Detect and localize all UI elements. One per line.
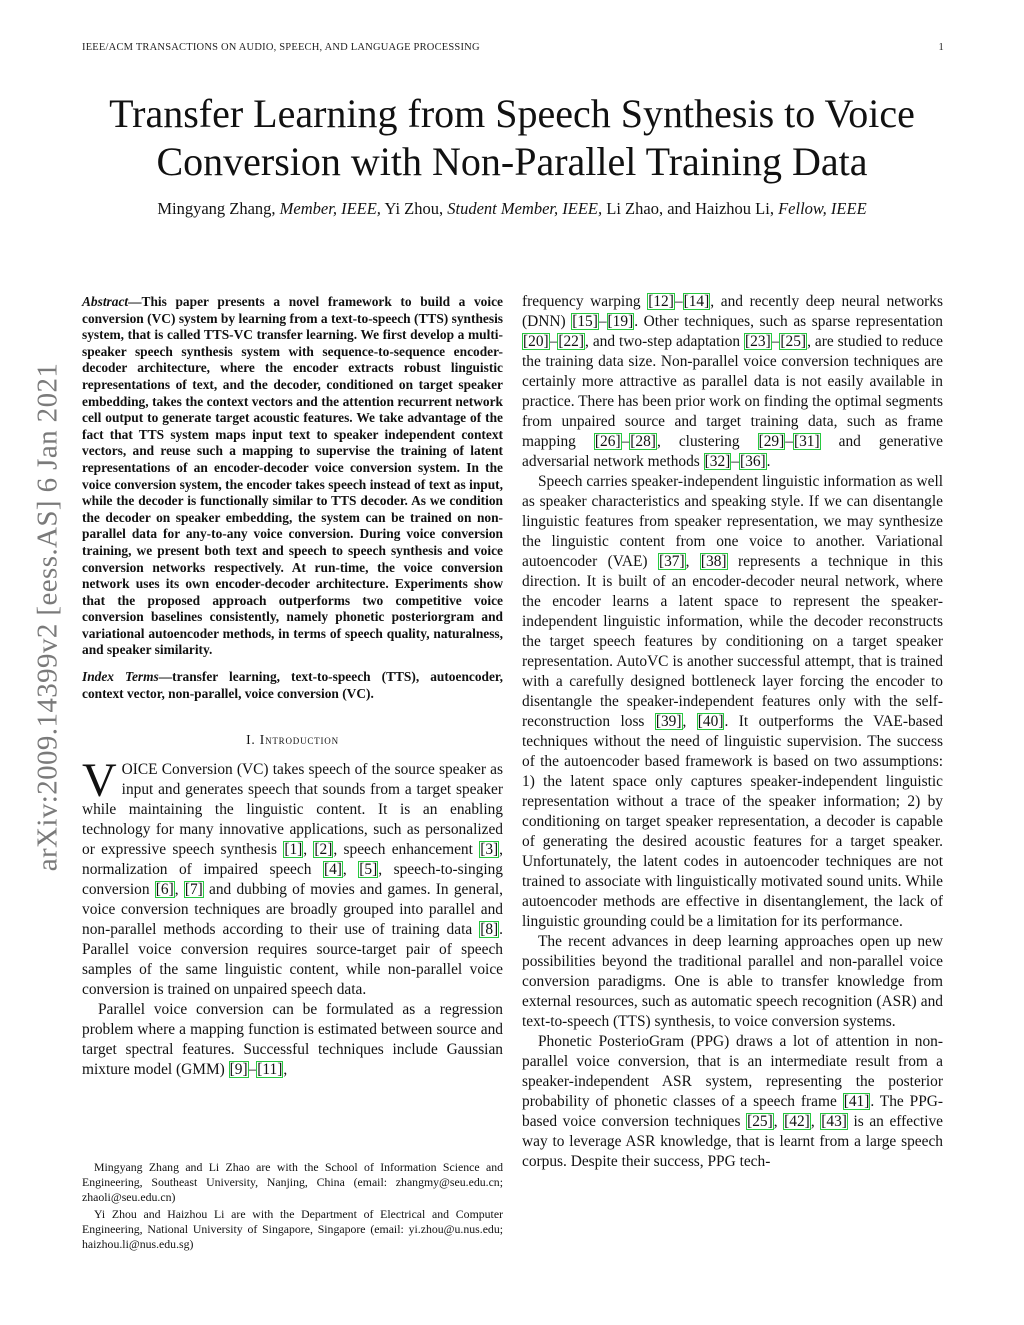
citation-link[interactable]: [25] xyxy=(747,1113,773,1130)
text-run: , xyxy=(682,713,697,730)
citation-link[interactable]: [37] xyxy=(658,553,685,570)
author-3-role: Fellow, IEEE xyxy=(778,199,867,218)
citation-link[interactable]: [31] xyxy=(793,433,820,450)
section-title: Introduction xyxy=(259,732,339,748)
citation-link[interactable]: [7] xyxy=(184,881,203,899)
citation-link[interactable]: [6] xyxy=(155,881,174,899)
citation-link[interactable]: [9] xyxy=(229,1061,248,1079)
arxiv-stamp-text: arXiv:2009.14399v2 [eess.AS] 6 Jan 2021 xyxy=(31,362,64,872)
text-run: , xyxy=(174,881,184,899)
citation-link[interactable]: [42] xyxy=(784,1113,810,1130)
paper-title: Transfer Learning from Speech Synthesis to Voice Conversion with Non-Parallel Training Data xyxy=(109,91,915,184)
section-heading-introduction xyxy=(82,732,503,748)
right-paragraph-4 xyxy=(522,1032,943,1172)
text-run: . The PPG-based voice conversion techniques xyxy=(522,1093,943,1130)
text-run: Speech carries speaker-independent linguistic information as well as speaker characteristics and speaking style. If we can disentangle linguistic features from speaker representation, we may synthesize the linguistic content from one voice to another. Variational autoencoder (VAE) xyxy=(522,473,943,570)
citation-link[interactable]: [4] xyxy=(323,861,342,879)
citation-link[interactable]: [29] xyxy=(758,433,785,450)
citation-link[interactable]: [22] xyxy=(558,333,585,350)
citation-link[interactable]: [32] xyxy=(704,453,731,470)
text-run: – xyxy=(771,333,780,350)
left-column xyxy=(82,294,503,1080)
footnotes xyxy=(82,1160,503,1255)
text-run: , xyxy=(303,841,314,859)
citation-link[interactable]: [14] xyxy=(683,293,710,310)
text-run: – xyxy=(674,293,683,310)
citation-link[interactable]: [38] xyxy=(700,553,727,570)
citation-link[interactable]: [5] xyxy=(359,861,378,879)
text-run: , clustering xyxy=(656,433,758,450)
text-run: Parallel voice conversion can be formulated as a regression problem where a mapping function is estimated between source and target spectral features. Successful techniques include Gaussian mixture model (GMM) xyxy=(82,1001,503,1079)
intro-paragraph-2 xyxy=(82,1000,503,1080)
citation-link[interactable]: [19] xyxy=(607,313,634,330)
citation-link[interactable]: [1] xyxy=(284,841,303,859)
citation-link[interactable]: [26] xyxy=(594,433,621,450)
author-line xyxy=(60,198,964,220)
text-run: – xyxy=(549,333,558,350)
section-number: I. xyxy=(246,732,260,748)
text-run: , xyxy=(685,553,700,570)
text-run: , normalization of impaired speech xyxy=(82,841,504,879)
author-1-role: Member, IEEE, xyxy=(279,199,381,218)
right-paragraph-3: The recent advances in deep learning approaches open up new possibilities beyond the traditional parallel and non-parallel voice conversion paradigms. One is able to transfer knowledge from external resources, such as automatic speech recognition (ASR) and text-to-speech (TTS) synthesis, to voice conversion systems. xyxy=(522,933,943,1030)
text-run: . It outperforms the VAE-based techniques without the need of linguistic supervision. The success of the autoencoder based framework is based on two assumptions: 1) the latent space only captures speaker-independent linguistic representation without a trace of the speaker information; 2) by conditioning on target speaker representation, a decoder is capable of generating the desired acoustic features for a target speaker. Unfortunately, the latent codes in autoencoder techniques are not trained to associate with linguistically motivated sound units. While autoencoder methods are effective in disentanglement, the lack of linguistic grounding could be a limitation for its performance. xyxy=(522,713,943,930)
citation-link[interactable]: [40] xyxy=(697,713,724,730)
text-run: – xyxy=(731,453,739,470)
text-run: and generative adversarial network methods xyxy=(522,433,943,470)
intro-paragraph-1 xyxy=(82,754,504,1000)
text-run: – xyxy=(598,313,607,330)
page-number: 1 xyxy=(938,42,944,53)
citation-link[interactable]: [2] xyxy=(314,841,333,859)
text-run: represents a technique in this direction. It is built of an encoder-decoder neural network, where the encoder learns a latent space to represent the speaker-independent linguistic information, while the decoder reconstructs the target speech features by conditioning on a target speaker representation. AutoVC is another successful attempt, that is trained with a carefully designed bottleneck layer forcing the encoder to disentangle the speaker-independent features only with the self-reconstruction loss xyxy=(522,553,943,730)
text-run: , speech-to-singing conversion xyxy=(82,861,503,899)
citation-link[interactable]: [15] xyxy=(572,313,598,330)
citation-link[interactable]: [39] xyxy=(655,713,682,730)
text-run: , and recently deep neural networks (DNN) xyxy=(522,293,943,330)
text-run: , speech enhancement xyxy=(333,841,480,859)
text-run: – xyxy=(621,433,630,450)
text-run: Phonetic PosterioGram (PPG) draws a lot of attention in non-parallel voice conversion, that is an intermediate result from a speaker-independent ASR system, representing the posterior probability of phonetic classes of a speech frame xyxy=(522,1033,943,1110)
citation-link[interactable]: [23] xyxy=(745,333,771,350)
author-3-name: Li Zhao, and Haizhou Li, xyxy=(602,199,779,218)
abstract-text: —This paper presents a novel framework to build a voice conversion (VC) system by learning from a text-to-speech (TTS) synthesis system, that is called TTS-VC transfer learning. We first develop a multi-speaker speech synthesis system with sequence-to-sequence encoder-decoder architecture, where the encoder extracts robust linguistic representations of text, and the decoder, conditioned on target speaker embedding, takes the context vectors and the attention recurrent network cell output to generate target acoustic features. We take advantage of the fact that TTS system maps input text to speaker independent context vectors, and reuse such a mapping to supervise the training of latent representations of an encoder-decoder voice conversion system. In the voice conversion system, the encoder takes speech instead of text as input, while the decoder is functionally similar to TTS decoder. As we condition the decoder on speaker embedding, the system can be trained on non-parallel data for any-to-any voice conversion. During voice conversion training, we present both text and speech to speech synthesis and voice conversion networks respectively. At run-time, the voice conversion network uses its own encoder-decoder architecture. Experiments show that the proposed approach outperforms two competitive voice conversion baselines consistently, namely phonetic posteriorgram and variational autoencoder methods, in terms of speech quality, naturalness, and speaker similarity. xyxy=(82,294,503,658)
citation-link[interactable]: [28] xyxy=(630,433,656,450)
index-terms xyxy=(82,669,503,702)
text-run: , are studied to reduce the training data size. Non-parallel voice conversion techniques are certainly more attractive as parallel data is not easily available in practice. There has been prior work on finding the optimal segments from unpaired source and target training data, such as frame mapping xyxy=(522,333,943,450)
footnote-affiliation-1: Mingyang Zhang and Li Zhao are with the School of Information Science and Engineering, Southeast University, Nanjing, China (email: zhangmy@seu.edu.cn; zhaoli@seu.edu.cn) xyxy=(82,1160,503,1204)
running-head-journal: IEEE/ACM TRANSACTIONS ON AUDIO, SPEECH, AND LANGUAGE PROCESSING xyxy=(82,42,480,53)
abstract-lead: Abstract xyxy=(82,294,129,309)
index-terms-lead: Index Terms xyxy=(82,669,159,685)
citation-link[interactable]: [3] xyxy=(480,841,499,859)
index-terms-text: —transfer learning, text-to-speech (TTS), autoencoder, context vector, non-parallel, voice conversion (VC). xyxy=(82,669,503,701)
text-run: , xyxy=(283,1061,288,1079)
footnote-affiliation-2: Yi Zhou and Haizhou Li are with the Department of Electrical and Computer Engineering, National University of Singapore, Singapore (email: yi.zhou@u.nus.edu; haizhou.li@nus.edu.sg) xyxy=(82,1207,503,1251)
citation-link[interactable]: [8] xyxy=(480,921,499,939)
citation-link[interactable]: [11] xyxy=(257,1061,283,1079)
text-run: , xyxy=(810,1113,821,1130)
text-run: , xyxy=(342,861,359,879)
citation-link[interactable]: [12] xyxy=(648,293,674,310)
citation-link[interactable]: [43] xyxy=(821,1113,847,1130)
text-run: , and two-step adaptation xyxy=(585,333,745,350)
text-run: – xyxy=(785,433,793,450)
text-run: . Other techniques, such as sparse representation xyxy=(634,313,943,330)
right-paragraph-2 xyxy=(522,472,943,932)
text-run: . xyxy=(766,453,771,470)
citation-link[interactable]: [36] xyxy=(740,453,766,470)
right-column xyxy=(522,292,943,1172)
text-run: is an effective way to leverage ASR knowledge, that is learnt from a large speech corpus. Despite their success, PPG tech- xyxy=(522,1113,943,1170)
text-run: OICE Conversion (VC) takes speech of the source speaker as input and generates speech that sounds from a target speaker while maintaining the linguistic content. It is an enabling technology for many innovative applications, such as personalized or expressive speech synthesis xyxy=(82,761,503,859)
text-run: , xyxy=(773,1113,784,1130)
citation-link[interactable]: [41] xyxy=(843,1093,870,1110)
citation-link[interactable]: [25] xyxy=(780,333,807,350)
text-run: . Parallel voice conversion requires source-target pair of speech samples of the same linguistic content, while non-parallel voice conversion is trained on unpaired speech data. xyxy=(82,921,503,999)
text-run: – xyxy=(248,1061,257,1079)
right-paragraph-1 xyxy=(522,292,943,472)
drop-cap: V xyxy=(82,754,117,808)
text-run: frequency warping xyxy=(522,293,648,310)
author-2-name: Yi Zhou, xyxy=(380,199,448,218)
author-2-role: Student Member, IEEE, xyxy=(447,199,603,218)
text-run: and dubbing of movies and games. In general, voice conversion techniques are broadly grouped into parallel and non-parallel methods according to their use of training data xyxy=(82,881,503,939)
author-1-name: Mingyang Zhang, xyxy=(157,199,280,218)
citation-link[interactable]: [20] xyxy=(523,333,549,350)
abstract xyxy=(82,294,503,659)
